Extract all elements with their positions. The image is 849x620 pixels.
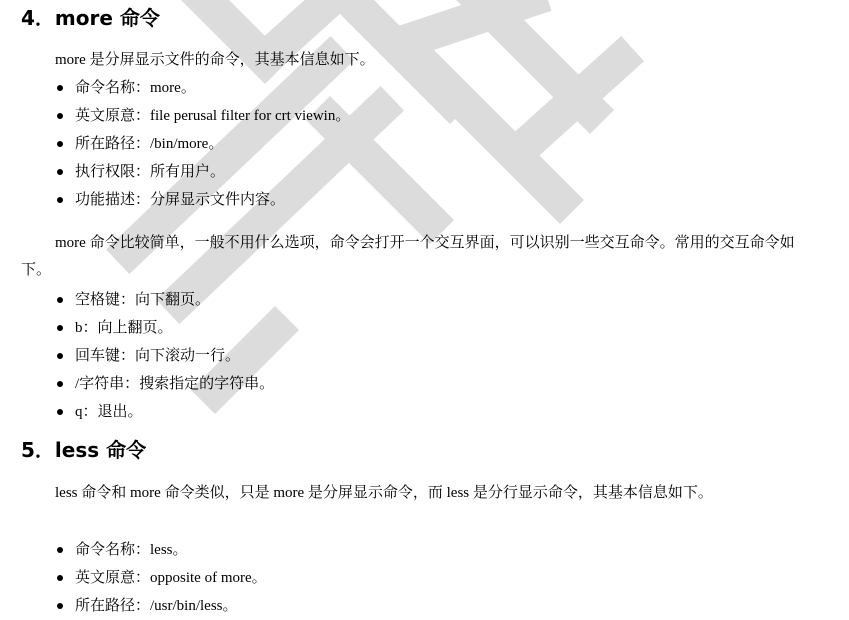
bullet-icon — [57, 297, 63, 303]
bullet-icon — [57, 197, 63, 203]
list-item: 功能描述：分屏显示文件内容。 — [56, 186, 350, 214]
more-info-list — [56, 74, 350, 214]
list-item: 命令名称：less。 — [56, 536, 267, 564]
bullet-icon — [57, 85, 63, 91]
bullet-icon — [57, 381, 63, 387]
section-heading-more: 4．more 命令 — [21, 6, 160, 30]
bullet-icon — [57, 325, 63, 331]
bullet-icon — [57, 603, 63, 609]
list-item: b：向上翻页。 — [56, 314, 274, 342]
more-intro-paragraph: more 是分屏显示文件的命令，其基本信息如下。 — [55, 52, 375, 68]
less-intro-paragraph: less 命令和 more 命令类似，只是 more 是分屏显示命令，而 less 是分行显示命令，其基本信息如下。 — [55, 485, 713, 501]
list-item: 所在路径：/bin/more。 — [56, 130, 350, 158]
list-item: 命令名称：more。 — [56, 74, 350, 102]
list-item: /字符串：搜索指定的字符串。 — [56, 370, 274, 398]
bullet-icon — [57, 353, 63, 359]
bullet-icon — [57, 409, 63, 415]
bullet-icon — [57, 169, 63, 175]
list-item: 空格键：向下翻页。 — [56, 286, 274, 314]
less-info-list — [56, 536, 267, 620]
bullet-icon — [57, 575, 63, 581]
list-item: 执行权限：所有用户。 — [56, 158, 350, 186]
bullet-icon — [57, 141, 63, 147]
list-item: 回车键：向下滚动一行。 — [56, 342, 274, 370]
list-item: 英文原意：file perusal filter for crt viewin。 — [56, 102, 350, 130]
list-item: 所在路径：/usr/bin/less。 — [56, 592, 267, 620]
bullet-icon — [57, 547, 63, 553]
list-item: q：退出。 — [56, 398, 274, 426]
list-item: 英文原意：opposite of more。 — [56, 564, 267, 592]
bullet-icon — [57, 113, 63, 119]
more-usage-paragraph: more 命令比较简单，一般不用什么选项，命令会打开一个交互界面，可以识别一些交互命令。常用的交互命令如下。 — [21, 235, 795, 278]
more-interactive-list — [56, 286, 274, 426]
section-heading-less: 5．less 命令 — [21, 438, 147, 462]
